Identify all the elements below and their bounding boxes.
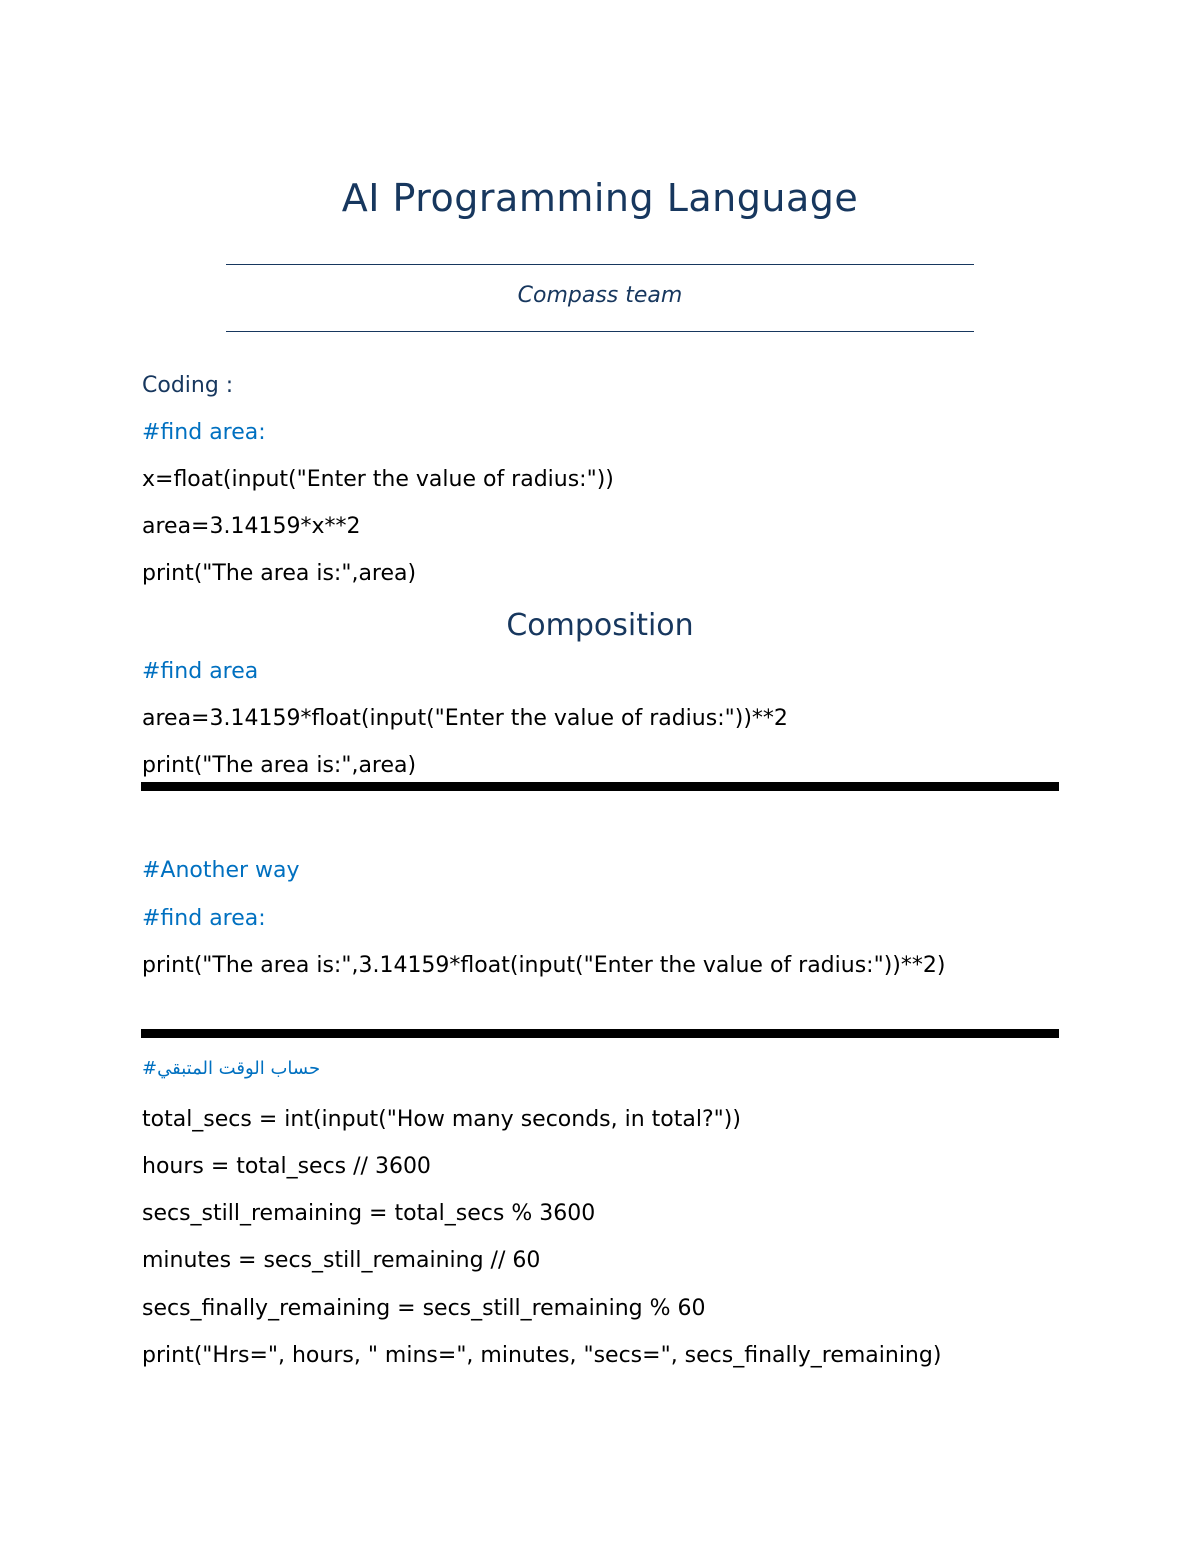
- arabic-comment-text: حساب الوقت المتبقي: [157, 1058, 321, 1079]
- code-line: hours = total_secs // 3600: [142, 1154, 431, 1179]
- document-title: AI Programming Language: [341, 176, 859, 220]
- code-line: minutes = secs_still_remaining // 60: [142, 1248, 541, 1273]
- code-line: print("The area is:",area): [142, 753, 417, 778]
- code-line: area=3.14159*x**2: [142, 514, 361, 539]
- code-line: secs_still_remaining = total_secs % 3600: [142, 1201, 596, 1226]
- code-line: print("Hrs=", hours, " mins=", minutes, "secs=", secs_finally_remaining): [142, 1343, 942, 1368]
- section1-comment: #find area:: [142, 420, 266, 445]
- another-way-comment: #Another way: [142, 858, 300, 883]
- code-line: total_secs = int(input("How many seconds, in total?")): [142, 1107, 741, 1132]
- code-line: print("The area is:",area): [142, 561, 417, 586]
- title-bottom-rule: [226, 331, 974, 332]
- composition-heading: Composition: [506, 608, 694, 643]
- code-line: secs_finally_remaining = secs_still_remaining % 60: [142, 1296, 706, 1321]
- code-line: x=float(input("Enter the value of radius:")): [142, 467, 614, 492]
- arabic-comment-hash: #: [142, 1058, 158, 1079]
- composition-comment: #find area: [142, 659, 259, 684]
- arabic-comment: [142, 1058, 320, 1079]
- section-divider: [141, 782, 1059, 791]
- code-line: area=3.14159*float(input("Enter the value of radius:"))**2: [142, 706, 788, 731]
- code-line: print("The area is:",3.14159*float(input("Enter the value of radius:"))**2): [142, 953, 946, 978]
- coding-label: Coding :: [142, 373, 234, 398]
- title-top-rule: [226, 264, 974, 265]
- document-subtitle: Compass team: [517, 283, 683, 308]
- another-way-find-area-comment: #find area:: [142, 906, 266, 931]
- section-divider: [141, 1029, 1059, 1038]
